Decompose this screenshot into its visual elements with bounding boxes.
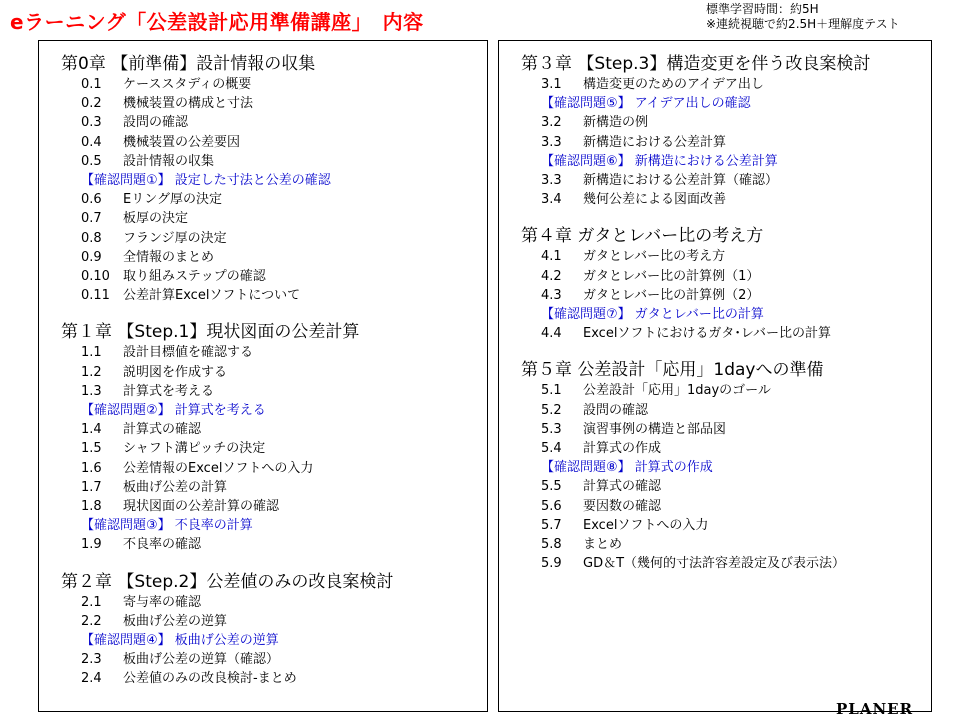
lesson-item: [61, 650, 487, 669]
lesson-number: 1.5: [81, 441, 102, 457]
lesson-item: [521, 286, 931, 305]
lesson-number: 3.2: [541, 115, 562, 131]
chapter-title: 第２章 【Step.2】公差値のみの改良案検討: [61, 571, 394, 592]
lesson-number: 5.6: [541, 498, 562, 514]
lesson-item: [61, 478, 487, 497]
lesson-number: 1.2: [81, 364, 102, 380]
lesson-number: 0.5: [81, 153, 102, 169]
chapter-section: [499, 53, 931, 209]
chapter-title: 第５章 公差設計「応用」1dayへの準備: [521, 360, 824, 381]
lesson-label: 演習事例の構造と部品図: [583, 421, 727, 437]
lesson-number: 5.5: [541, 479, 562, 495]
lesson-item: [521, 113, 931, 132]
lesson-number: 0.6: [81, 192, 102, 208]
lesson-label: 計算式の作成: [583, 441, 662, 457]
right-panel: [498, 40, 932, 712]
lesson-label: 不良率の確認: [123, 537, 202, 553]
chapter-title: 第１章 【Step.1】現状図面の公差計算: [61, 322, 360, 343]
lesson-item: [521, 420, 931, 439]
lesson-number: 2.3: [81, 652, 102, 668]
quiz-label: 【確認問題⑥】 新構造における公差計算: [541, 153, 778, 169]
lesson-item: [61, 343, 487, 362]
lesson-number: 0.3: [81, 115, 102, 131]
chapter-section: [39, 571, 487, 689]
lesson-item: [61, 229, 487, 248]
lesson-number: 0.7: [81, 211, 102, 227]
lesson-number: 2.1: [81, 594, 102, 610]
lesson-label: 新構造における公差計算: [583, 134, 727, 150]
lesson-label: 板厚の決定: [123, 211, 189, 227]
lesson-item: [61, 286, 487, 305]
lesson-number: 3.3: [541, 173, 562, 189]
quiz-item: [61, 171, 487, 190]
lesson-label: 機械装置の公差要因: [123, 134, 241, 150]
lesson-label: 要因数の確認: [583, 498, 662, 514]
lesson-label: 新構造の例: [583, 115, 649, 131]
lesson-number: 1.4: [81, 422, 102, 438]
lesson-number: 5.4: [541, 441, 562, 457]
lesson-item: [61, 459, 487, 478]
lesson-label: Eリング厚の決定: [123, 192, 222, 208]
lesson-item: [61, 669, 487, 688]
lesson-number: 4.4: [541, 326, 562, 342]
lesson-label: 公差値のみの改良検討-まとめ: [123, 671, 297, 687]
lesson-number: 1.1: [81, 345, 102, 361]
lesson-number: 3.4: [541, 192, 562, 208]
quiz-item: [521, 94, 931, 113]
planer-logo: PLANER: [836, 700, 914, 718]
lesson-item: [61, 267, 487, 286]
lesson-number: 5.9: [541, 556, 562, 572]
lesson-number: 1.8: [81, 499, 102, 515]
left-panel: [38, 40, 488, 712]
lesson-number: 4.3: [541, 287, 562, 303]
quiz-label: 【確認問題②】 計算式を考える: [81, 403, 266, 419]
lesson-item: [61, 94, 487, 113]
chapter-section: [39, 53, 487, 305]
chapter-title: 第４章 ガタとレバー比の考え方: [521, 226, 764, 247]
lesson-label: ケーススタディの概要: [123, 77, 252, 92]
lesson-label: ガタとレバー比の考え方: [583, 249, 726, 265]
lesson-item: [61, 363, 487, 382]
lesson-item: [521, 381, 931, 400]
lesson-label: 板曲げ公差の計算: [123, 479, 228, 495]
lesson-number: 3.1: [541, 77, 562, 92]
lesson-label: シャフト溝ピッチの決定: [123, 441, 266, 457]
lesson-label: 設問の確認: [583, 402, 649, 418]
chapter-title: 第３章 【Step.3】構造変更を伴う改良案検討: [521, 54, 871, 74]
lesson-number: 0.2: [81, 96, 102, 112]
lesson-label: まとめ: [583, 537, 623, 553]
lesson-item: [61, 593, 487, 612]
lesson-item: [521, 171, 931, 190]
lesson-number: 0.9: [81, 249, 102, 265]
quiz-label: 【確認問題③】 不良率の計算: [81, 518, 253, 534]
lesson-number: 1.7: [81, 479, 102, 495]
lesson-item: [61, 382, 487, 401]
quiz-label: 【確認問題①】 設定した寸法と公差の確認: [81, 173, 331, 189]
quiz-label: 【確認問題④】 板曲げ公差の逆算: [81, 633, 279, 649]
quiz-item: [61, 516, 487, 535]
lesson-label: 取り組みステップの確認: [123, 269, 266, 285]
lesson-number: 0.4: [81, 134, 102, 150]
lesson-item: [521, 75, 931, 94]
lesson-label: 寄与率の確認: [123, 594, 202, 610]
lesson-item: [521, 133, 931, 152]
lesson-label: 構造変更のためのアイデア出し: [583, 77, 764, 92]
lesson-label: 全情報のまとめ: [123, 249, 215, 265]
lesson-item: [521, 401, 931, 420]
lesson-item: [61, 248, 487, 267]
lesson-number: 2.2: [81, 613, 102, 629]
lesson-number: 0.1: [81, 77, 102, 92]
lesson-item: [61, 439, 487, 458]
quiz-item: [521, 458, 931, 477]
lesson-item: [521, 497, 931, 516]
lesson-label: 計算式を考える: [123, 383, 215, 399]
lesson-label: ガタとレバー比の計算例（2）: [583, 287, 760, 303]
lesson-label: 設問の確認: [123, 115, 189, 131]
lesson-number: 2.4: [81, 671, 102, 687]
lesson-item: [61, 133, 487, 152]
lesson-item: [61, 152, 487, 171]
lesson-item: [521, 554, 931, 573]
lesson-number: 5.3: [541, 421, 562, 437]
study-info: [706, 2, 900, 32]
lesson-number: 0.8: [81, 230, 102, 246]
lesson-item: [521, 247, 931, 266]
lesson-label: 幾何公差による図面改善: [583, 192, 727, 208]
lesson-item: [61, 612, 487, 631]
lesson-number: 0.10: [81, 269, 110, 285]
lesson-number: 5.7: [541, 517, 562, 533]
lesson-item: [521, 190, 931, 209]
lesson-label: 説明図を作成する: [123, 364, 228, 380]
lesson-item: [521, 439, 931, 458]
lesson-item: [61, 75, 487, 94]
quiz-label: 【確認問題⑧】 計算式の作成: [541, 460, 713, 476]
lesson-label: Excelソフトへの入力: [583, 517, 709, 533]
lesson-label: ガタとレバー比の計算例（1）: [583, 268, 760, 284]
lesson-number: 1.6: [81, 460, 102, 476]
quiz-label: 【確認問題⑤】 アイデア出しの確認: [541, 96, 751, 112]
lesson-label: 計算式の確認: [123, 422, 202, 438]
lesson-label: Excelソフトにおけるガタ･レバー比の計算: [583, 326, 832, 342]
lesson-item: [61, 209, 487, 228]
quiz-item: [521, 305, 931, 324]
lesson-item: [521, 267, 931, 286]
lesson-number: 4.1: [541, 249, 562, 265]
lesson-number: 5.1: [541, 383, 562, 399]
lesson-label: 板曲げ公差の逆算: [123, 613, 228, 629]
page-title: eラーニング「公差設計応用準備講座」 内容: [10, 10, 424, 34]
lesson-label: 設計情報の収集: [123, 153, 215, 169]
chapter-section: [499, 225, 931, 343]
study-time: 標準学習時間：約5H: [706, 2, 819, 16]
quiz-label: 【確認問題⑦】 ガタとレバー比の計算: [541, 307, 764, 323]
lesson-item: [521, 324, 931, 343]
lesson-label: 計算式の確認: [583, 479, 662, 495]
lesson-item: [61, 420, 487, 439]
lesson-item: [521, 516, 931, 535]
lesson-label: 設計目標値を確認する: [123, 345, 254, 361]
lesson-label: フランジ厚の決定: [123, 230, 227, 246]
lesson-label: 公差計算Excelソフトについて: [123, 288, 301, 304]
lesson-number: 5.8: [541, 537, 562, 553]
lesson-item: [61, 190, 487, 209]
lesson-item: [61, 113, 487, 132]
lesson-item: [61, 497, 487, 516]
lesson-number: 3.3: [541, 134, 562, 150]
lesson-item: [61, 535, 487, 554]
lesson-label: 新構造における公差計算（確認）: [583, 173, 779, 189]
chapter-section: [499, 359, 931, 573]
lesson-label: 板曲げ公差の逆算（確認）: [123, 652, 280, 668]
lesson-label: 機械装置の構成と寸法: [123, 96, 254, 112]
lesson-number: 1.3: [81, 383, 102, 399]
study-note: ※連続視聴で約2.5H＋理解度テスト: [706, 17, 900, 31]
lesson-number: 5.2: [541, 402, 562, 418]
lesson-number: 0.11: [81, 288, 110, 304]
lesson-item: [521, 535, 931, 554]
lesson-label: 公差情報のExcelソフトへの入力: [123, 460, 314, 476]
quiz-item: [61, 631, 487, 650]
quiz-item: [521, 152, 931, 171]
lesson-label: 公差設計「応用」1dayのゴール: [583, 383, 771, 399]
chapter-title: 第0章 【前準備】設計情報の収集: [61, 54, 316, 74]
lesson-item: [521, 477, 931, 496]
lesson-number: 1.9: [81, 537, 102, 553]
lesson-number: 4.2: [541, 268, 562, 284]
lesson-label: 現状図面の公差計算の確認: [123, 499, 280, 515]
quiz-item: [61, 401, 487, 420]
chapter-section: [39, 321, 487, 554]
lesson-label: GD＆T（幾何的寸法許容差設定及び表示法）: [583, 556, 846, 572]
